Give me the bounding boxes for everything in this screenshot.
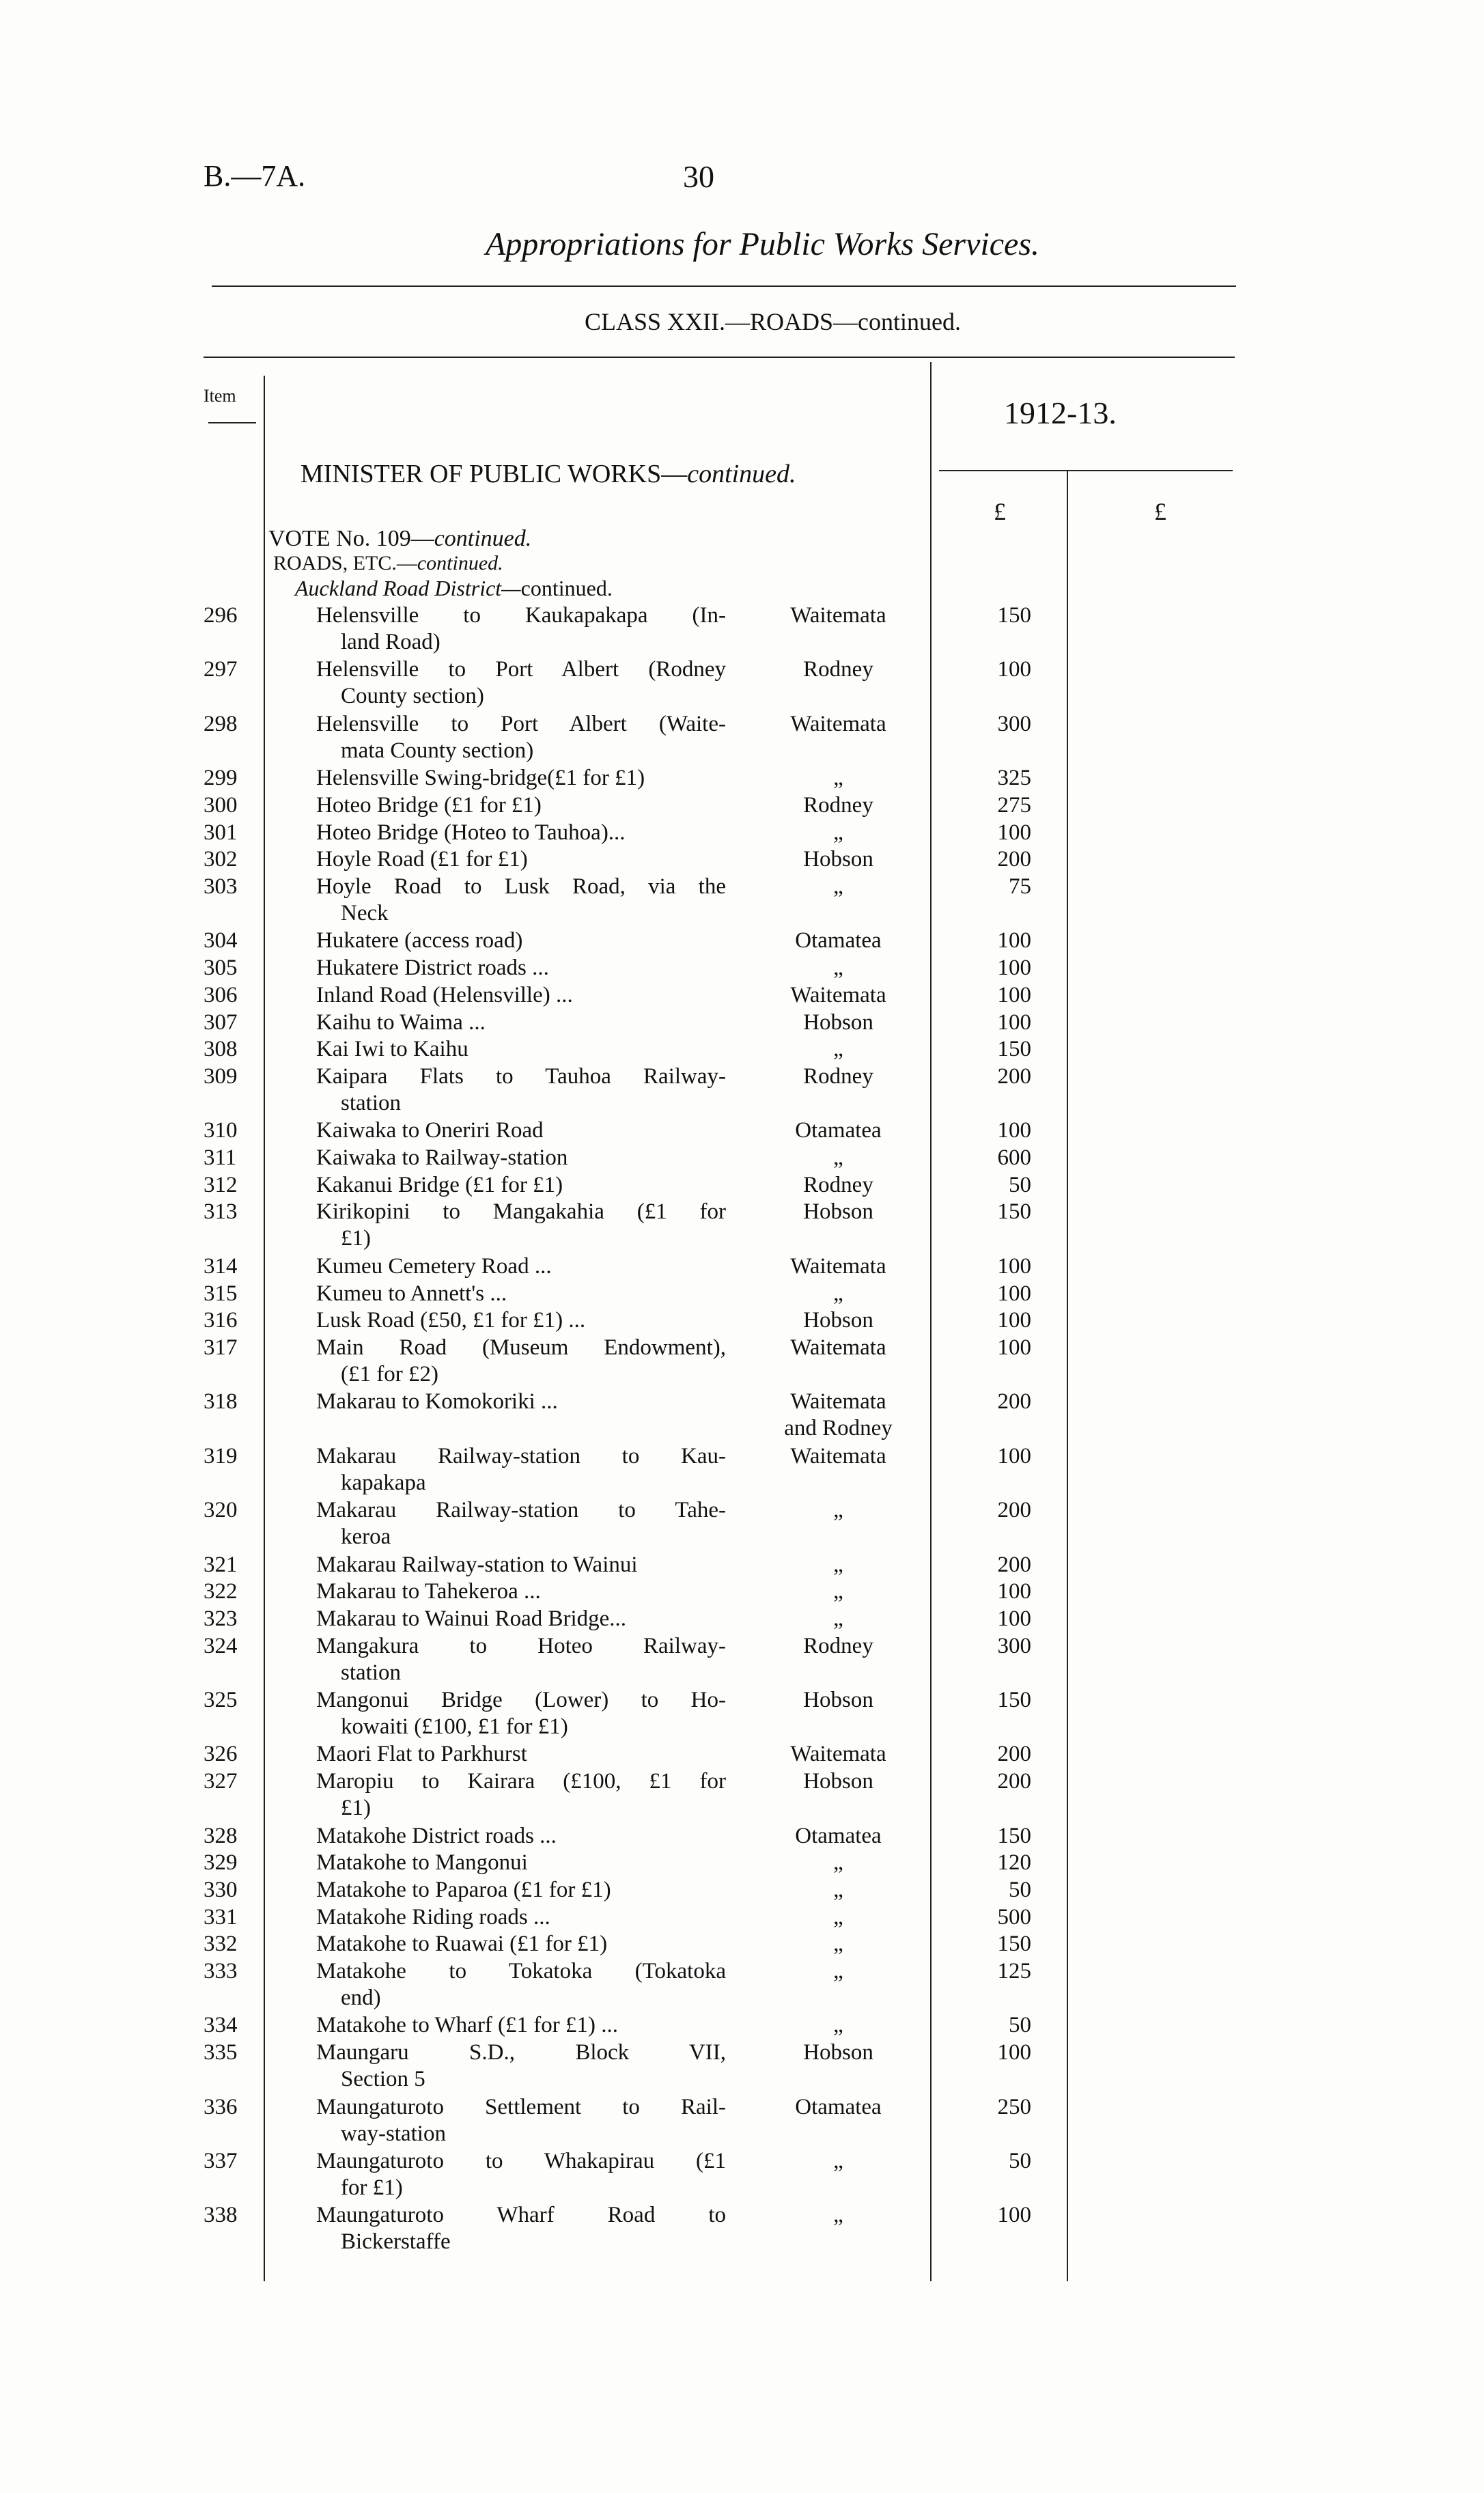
road-description [316,1443,726,1496]
county-name [765,1687,912,1714]
description-line: keroa [341,1524,391,1550]
rule-item-under [208,422,256,423]
county-line: „ [833,2013,843,2038]
item-number: 314 [204,1253,238,1279]
description-line: Helensville to Port Albert (Waite- [316,711,726,736]
amount-value: 150 [997,603,1031,628]
road-description [316,1633,726,1686]
item-number: 303 [204,874,238,899]
county-name [765,2094,912,2121]
description-line: Makarau Railway-station to Tahe- [316,1498,726,1523]
county-line: „ [833,766,843,791]
county-line: Rodney [803,1172,873,1197]
description-line: Section 5 [341,2067,425,2092]
county-line: Otamatea [795,2094,882,2119]
county-name [765,1117,912,1144]
description-line: Kaipara Flats to Tauhoa Railway- [316,1063,726,1089]
description-line: Lusk Road (£50, £1 for £1) ... [316,1308,586,1333]
amount-value: 100 [997,1443,1031,1468]
county-line: Waitemata [790,1443,886,1468]
amount-value: 275 [997,792,1031,818]
county-name [765,1009,912,1036]
description-line: Matakohe to Tokatoka (Tokatoka [316,1959,726,1983]
road-description [316,1578,726,1605]
county-name [765,1335,912,1361]
county-name [765,874,912,900]
road-description [316,711,726,764]
county-name [765,1633,912,1660]
amount-value: 500 [997,1904,1031,1930]
vote-heading: VOTE No. 109—continued. [268,526,532,551]
item-number: 319 [204,1443,238,1468]
item-number: 332 [204,1932,238,1957]
amount-value: 325 [997,766,1031,791]
item-number: 316 [204,1308,238,1333]
page-title: Appropriations for Public Works Services. [485,226,1040,262]
amount-value: 100 [997,1253,1031,1279]
road-description [316,955,726,981]
description-line: for £1) [341,2175,403,2200]
county-name [765,1850,912,1876]
county-line: „ [833,1959,843,1983]
item-number: 300 [204,792,238,818]
county-line: Otamatea [795,1823,882,1848]
item-number: 297 [204,657,238,682]
description-line: Hoyle Road to Lusk Road, via the [316,874,726,899]
item-number: 327 [204,1769,238,1794]
description-line: kowaiti (£100, £1 for £1) [341,1714,568,1739]
rule-top [212,285,1236,287]
county-line: Rodney [803,1633,873,1658]
road-description [316,792,726,819]
road-description [316,1904,726,1931]
county-name [765,765,912,792]
item-number: 336 [204,2094,238,2119]
amount-value: 200 [997,1742,1031,1767]
description-line: Matakohe Riding roads ... [316,1904,550,1930]
county-line: „ [833,1281,843,1306]
county-name [765,982,912,1009]
amount-value: 50 [1009,1172,1031,1197]
item-number: 309 [204,1063,238,1089]
amount-value: 150 [997,1199,1031,1225]
county-name [765,2148,912,2175]
county-name [765,1931,912,1958]
item-number: 334 [204,2013,238,2038]
description-line: Hukatere (access road) [316,928,523,953]
county-line: Waitemata [790,603,886,628]
description-line: Matakohe District roads ... [316,1823,557,1848]
road-description [316,2039,726,2093]
amount-value: 200 [997,847,1031,872]
item-number: 325 [204,1688,238,1712]
county-name [765,1877,912,1904]
amount-value: 100 [997,956,1031,981]
county-name [765,1253,912,1280]
county-name [765,1823,912,1850]
item-number: 318 [204,1389,238,1415]
amount-value: 50 [1009,2013,1031,2038]
description-line: (£1 for £2) [341,1361,438,1387]
amount-value: 100 [997,1308,1031,1333]
item-number: 311 [204,1145,237,1170]
road-description [316,1253,726,1280]
road-description [316,1552,726,1578]
amount-value: 150 [997,1037,1031,1062]
description-line: Kirikopini to Mangakahia (£1 for [316,1199,726,1225]
description-line: Hoteo Bridge (£1 for £1) [316,792,542,818]
district-heading: Auckland Road District—continued. [295,576,613,600]
road-description [316,656,726,710]
county-line: Hobson [803,2040,873,2065]
year-header: 1912-13. [1004,395,1117,430]
description-line: Maropiu to Kairara (£100, £1 for [316,1769,726,1794]
county-name [765,1172,912,1199]
amount-value: 100 [997,657,1031,682]
road-description [316,1199,726,1252]
amount-value: 100 [997,2040,1031,2065]
amount-value: 50 [1009,2148,1031,2173]
county-name [765,711,912,738]
road-description [316,1497,726,1550]
description-line: Makarau Railway-station to Kau- [316,1443,726,1468]
item-number: 326 [204,1742,238,1767]
county-name [765,1904,912,1931]
description-line: Maungaturoto Wharf Road to [316,2203,726,2228]
county-name [765,1443,912,1470]
amount-value: 300 [997,1633,1031,1658]
description-line: way-station [341,2121,446,2146]
item-column-header: Item [204,386,236,406]
description-line: Kumeu to Annett's ... [316,1281,507,1306]
county-line: „ [833,1145,843,1170]
county-line: „ [833,1552,843,1577]
county-line: Hobson [803,1769,873,1794]
road-description [316,846,726,873]
county-line: Waitemata [790,1742,886,1767]
road-description [316,1172,726,1199]
description-line: Makarau to Tahekeroa ... [316,1579,541,1604]
amount-value: 100 [997,1281,1031,1306]
item-number: 310 [204,1118,238,1143]
county-name [765,955,912,981]
road-description [316,1606,726,1632]
amount-value: 150 [997,1932,1031,1957]
amount-value: 100 [997,1606,1031,1631]
item-number: 312 [204,1172,238,1197]
description-line: £1) [341,1796,371,1821]
county-line: „ [833,874,843,899]
amount-value: 100 [997,1579,1031,1604]
item-number: 329 [204,1850,238,1876]
amount-value: 100 [997,820,1031,845]
description-line: station [341,1090,401,1115]
description-line: Mangonui Bridge (Lower) to Ho- [316,1688,726,1712]
description-line: Kumeu Cemetery Road ... [316,1253,552,1279]
county-name [765,2012,912,2039]
county-line: „ [833,1037,843,1062]
item-number: 301 [204,820,238,845]
item-number: 338 [204,2203,238,2228]
county-name [765,1497,912,1524]
description-line: Hukatere District roads ... [316,956,549,981]
item-number: 308 [204,1037,238,1062]
item-number: 315 [204,1281,238,1306]
county-name [765,792,912,819]
description-line: Neck [341,901,389,925]
road-description [316,1741,726,1768]
item-number: 298 [204,711,238,736]
county-line: „ [833,1850,843,1876]
item-number: 324 [204,1633,238,1658]
amount-value: 50 [1009,1877,1031,1902]
county-name [765,1552,912,1578]
amount-value: 200 [997,1063,1031,1089]
county-line: Hobson [803,1199,873,1225]
description-line: station [341,1660,401,1685]
road-description [316,2012,726,2039]
amount-value: 100 [997,928,1031,953]
description-line: Hoyle Road (£1 for £1) [316,847,528,872]
minister-heading [300,459,796,489]
road-description [316,1850,726,1876]
road-description [316,1931,726,1958]
class-title: CLASS XXII.—ROADS—continued. [584,308,961,335]
description-line: end) [341,1986,381,2010]
description-line: County section) [341,684,484,709]
county-line: Waitemata [790,1335,886,1360]
description-line: Kaiwaka to Railway-station [316,1145,568,1170]
road-description [316,874,726,927]
county-name [765,2202,912,2229]
road-description [316,765,726,792]
road-description [316,1117,726,1144]
county-line: „ [833,1932,843,1957]
county-line: Otamatea [795,928,882,953]
amount-value: 200 [997,1769,1031,1794]
item-number: 335 [204,2040,238,2065]
item-number: 299 [204,766,238,791]
page-number: 30 [683,159,714,194]
amount-value: 100 [997,2203,1031,2228]
county-line: and Rodney [784,1416,893,1441]
road-description [316,1009,726,1036]
item-number: 302 [204,847,238,872]
description-line: Matakohe to Ruawai (£1 for £1) [316,1932,608,1957]
amount-value: 200 [997,1389,1031,1415]
county-name [765,1281,912,1307]
road-description [316,1063,726,1117]
county-name [765,602,912,629]
description-line: Maungaturoto to Whakapirau (£1 [316,2148,726,2173]
description-line: Bickerstaffe [341,2229,451,2255]
amount-value: 100 [997,1335,1031,1360]
description-line: Makarau to Wainui Road Bridge... [316,1606,627,1631]
description-line: Maungaru S.D., Block VII, [316,2040,726,2065]
road-description [316,820,726,846]
item-number: 320 [204,1498,238,1523]
amount-value: 100 [997,1009,1031,1035]
amount-value: 200 [997,1552,1031,1577]
county-line: Rodney [803,792,873,818]
item-number: 321 [204,1552,238,1577]
county-name [765,1307,912,1334]
road-description [316,602,726,656]
county-line: Rodney [803,657,873,682]
item-number: 330 [204,1877,238,1902]
description-line: £1) [341,1226,371,1251]
county-line: „ [833,1606,843,1631]
road-description [316,1281,726,1307]
road-description [316,2094,726,2147]
description-line: Hoteo Bridge (Hoteo to Tauhoa)... [316,820,626,845]
amount-value: 200 [997,1498,1031,1523]
description-line: mata County section) [341,738,534,763]
county-name [765,1036,912,1063]
minister-heading-text: MINISTER OF PUBLIC WORKS—continued. [300,460,796,488]
county-name [765,1741,912,1768]
description-line: Makarau Railway-station to Wainui [316,1552,638,1577]
description-line: Helensville Swing-bridge(£1 for £1) [316,766,645,791]
description-line: Kakanui Bridge (£1 for £1) [316,1172,563,1197]
road-description [316,1958,726,2011]
description-line: Matakohe to Wharf (£1 for £1) ... [316,2013,619,2038]
description-line: Mangakura to Hoteo Railway- [316,1633,726,1658]
county-name [765,1578,912,1605]
county-line: Rodney [803,1063,873,1089]
description-line: Maori Flat to Parkhurst [316,1742,527,1767]
description-line: Maungaturoto Settlement to Rail- [316,2094,726,2119]
amount-value: 100 [997,1118,1031,1143]
document-reference: B.—7A. [204,159,306,193]
amount-value: 250 [997,2094,1031,2119]
county-line: „ [833,956,843,981]
county-line: Waitemata [790,982,886,1007]
item-number: 328 [204,1823,238,1848]
pound-symbol-col1: £ [994,498,1006,525]
item-number: 322 [204,1579,238,1604]
roads-heading: ROADS, ETC.—continued. [273,552,503,574]
county-name [765,1958,912,1985]
rule-amount-column-left [930,362,932,2281]
item-number: 307 [204,1009,238,1035]
county-line: „ [833,820,843,845]
county-line: „ [833,2203,843,2228]
description-line: Helensville to Port Albert (Rodney [316,657,726,682]
road-description [316,1389,726,1415]
road-description [316,1307,726,1334]
description-line: Helensville to Kaukapakapa (In- [316,603,726,628]
rule-year-under [939,470,1233,471]
county-name [765,1199,912,1225]
county-name [765,928,912,954]
rule-item-column [264,376,265,2281]
road-description [316,982,726,1009]
county-name [765,846,912,873]
county-name [765,1389,912,1442]
description-line: Main Road (Museum Endowment), [316,1335,726,1360]
county-name [765,1768,912,1795]
item-number: 306 [204,982,238,1007]
county-name [765,1606,912,1632]
item-number: 313 [204,1199,238,1225]
county-line: Waitemata [790,711,886,736]
item-number: 337 [204,2148,238,2173]
rule-table-top [204,357,1235,358]
county-name [765,820,912,846]
road-description [316,1687,726,1740]
description-line: Kaihu to Waima ... [316,1009,486,1035]
item-number: 323 [204,1606,238,1631]
rule-amount-column-mid [1067,471,1068,2281]
amount-value: 100 [997,982,1031,1007]
pound-symbol-col2: £ [1154,498,1166,525]
county-name [765,656,912,683]
description-line: kapakapa [341,1470,426,1495]
county-name [765,2039,912,2066]
road-description [316,1335,726,1388]
amount-value: 120 [997,1850,1031,1876]
amount-value: 150 [997,1688,1031,1712]
description-line: Kaiwaka to Oneriri Road [316,1118,544,1143]
road-description [316,1823,726,1850]
amount-value: 150 [997,1823,1031,1848]
item-number: 296 [204,603,238,628]
item-number: 331 [204,1904,238,1930]
description-line: Makarau to Komokoriki ... [316,1389,558,1415]
county-line: Hobson [803,1308,873,1333]
county-line: Hobson [803,847,873,872]
county-line: „ [833,1579,843,1604]
county-name [765,1145,912,1171]
description-line: Inland Road (Helensville) ... [316,982,573,1007]
county-line: „ [833,1877,843,1902]
road-description [316,1145,726,1171]
item-number: 304 [204,928,238,953]
county-line: Otamatea [795,1118,882,1143]
amount-value: 75 [1009,874,1031,899]
road-description [316,1768,726,1822]
road-description [316,1877,726,1904]
county-name [765,1063,912,1090]
description-line: Matakohe to Paparoa (£1 for £1) [316,1877,611,1902]
road-description [316,2148,726,2201]
item-number: 317 [204,1335,238,1360]
item-number: 305 [204,956,238,981]
description-line: land Road) [341,630,440,654]
county-line: Waitemata [790,1253,886,1279]
amount-value: 300 [997,711,1031,736]
description-line: Kai Iwi to Kaihu [316,1037,468,1062]
county-line: „ [833,1498,843,1523]
county-line: „ [833,1904,843,1930]
road-description [316,928,726,954]
description-line: Matakohe to Mangonui [316,1850,528,1876]
county-line: Waitemata [790,1389,886,1415]
road-description [316,2202,726,2255]
county-line: Hobson [803,1009,873,1035]
item-number: 333 [204,1959,238,1983]
county-line: Hobson [803,1688,873,1712]
amount-value: 600 [997,1145,1031,1170]
road-description [316,1036,726,1063]
amount-value: 125 [997,1959,1031,1983]
county-line: „ [833,2148,843,2173]
